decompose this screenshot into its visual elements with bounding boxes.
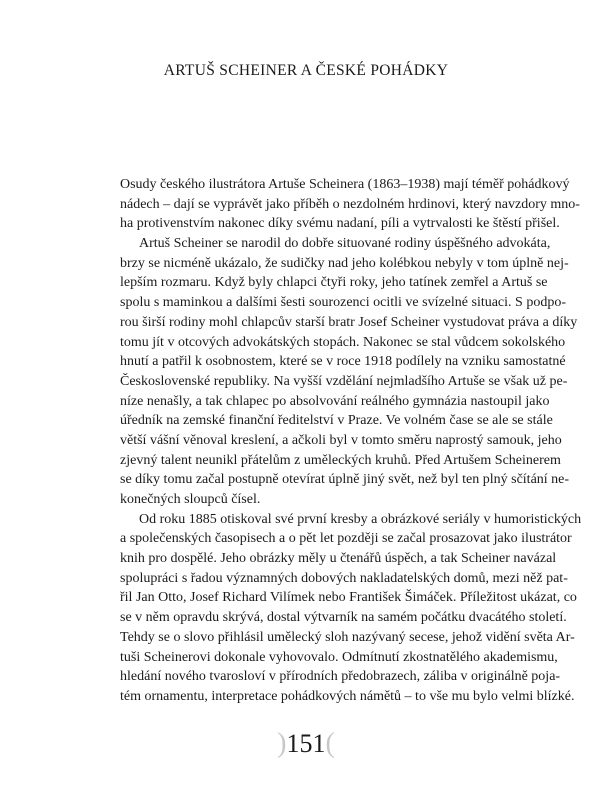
text-line: brzy se nicméně ukázalo, že sudičky nad jeho kolébkou nebyly v tom úplně nej- [120,255,569,271]
text-line: ha protivenstvím nakonec díky svému nadaní, píli a vytrvalosti ke štěstí přišel. [120,216,560,232]
page-number-folio [0,728,612,760]
text-line: lepším rozmaru. Když byly chlapci čtyři roky, jeho tatínek zemřel a Artuš se [120,275,548,291]
text-line: úředník na zemské finanční ředitelství v Praze. Ve volném čase se ale se stále [120,413,553,429]
text-line: tuši Scheinerovi dokonale vyhovovalo. Odmítnutí zkostnatělého akademismu, [120,649,558,665]
text-line: konečných sloupců čísel. [120,492,261,507]
text-line: nádech – dají se vyprávět jako příběh o nezdolném hrdinovi, který navzdory mno- [120,196,580,212]
ornament-right-icon: ( [325,728,335,759]
chapter-title: ARTUŠ SCHEINER A ČESKÉ POHÁDKY [163,62,449,79]
page-number: 151 [286,729,326,758]
text-line: tomu jít v otcových advokátských stopách. Nakonec se stal vůdcem sokolského [120,334,566,350]
text-line: Tehdy se o slovo přihlásil umělecký sloh nazývaný secese, jehož vidění světa Ar- [120,629,575,645]
text-line: větší vášní věnoval kreslení, a ačkoli byl v tomto směru naprostý samouk, jeho [120,432,562,448]
text-line: se v něm opravdu skrývá, dostal výtvarník na samém počátku dvacátého století. [120,610,567,626]
text-line: níze nenašly, a tak chlapec po absolvování reálného gymnázia nastoupil jako [120,393,550,409]
ornament-left-icon: ) [277,728,287,759]
text-line: zjevný talent neunikl přátelům z uměleckých kruhů. Před Artušem Scheinerem [120,452,561,468]
body-text [120,175,582,707]
text-line: Osudy českého ilustrátora Artuše Scheinera (1863–1938) mají téměř pohádkový [120,177,570,192]
text-line: hnutí a patřil k osobnostem, které se v roce 1918 podílely na vzniku samostatné [120,354,566,370]
text-line: a společenských časopisech a o pět let později se začal prosazovat jako ilustrátor [120,531,572,547]
text-line: hledání nového tvarosloví v přírodních předobrazech, záliba v originálně poja- [120,669,561,685]
paragraph [120,234,578,510]
text-line: knih pro dospělé. Jeho obrázky měly u čtenářů úspěch, a tak Scheiner navázal [120,551,557,567]
text-line: Artuš Scheiner se narodil do dobře situované rodiny úspěšného advokáta, [139,236,551,252]
paragraph [120,175,580,234]
paragraph [120,510,582,707]
text-line: tém ornamentu, interpretace pohádkových námětů – to vše mu bylo velmi blízké. [120,688,575,704]
text-line: rou širší rodiny mohl chlapcův starší bratr Josef Scheiner vystudovat práva a díky [120,314,578,330]
text-line: spolupráci s řadou významných dobových nakladatelských domů, mezi něž pat- [120,570,568,586]
text-line: spolu s maminkou a dalšími šesti sourozenci ocitli ve svízelné situaci. S podpo- [120,295,566,311]
text-line: Československé republiky. Na vyšší vzdělání nejmladšího Artuše se však už pe- [120,373,568,389]
text-line: řil Jan Otto, Josef Richard Vilímek nebo František Šimáček. Příležitost ukázat, co [120,590,577,606]
text-line: Od roku 1885 otiskoval své první kresby a obrázkové seriály v humoristických [139,511,582,527]
text-line: se díky tomu začal postupně otevírat úplně jiný svět, než byl ten plný sčítání ne- [120,472,570,488]
